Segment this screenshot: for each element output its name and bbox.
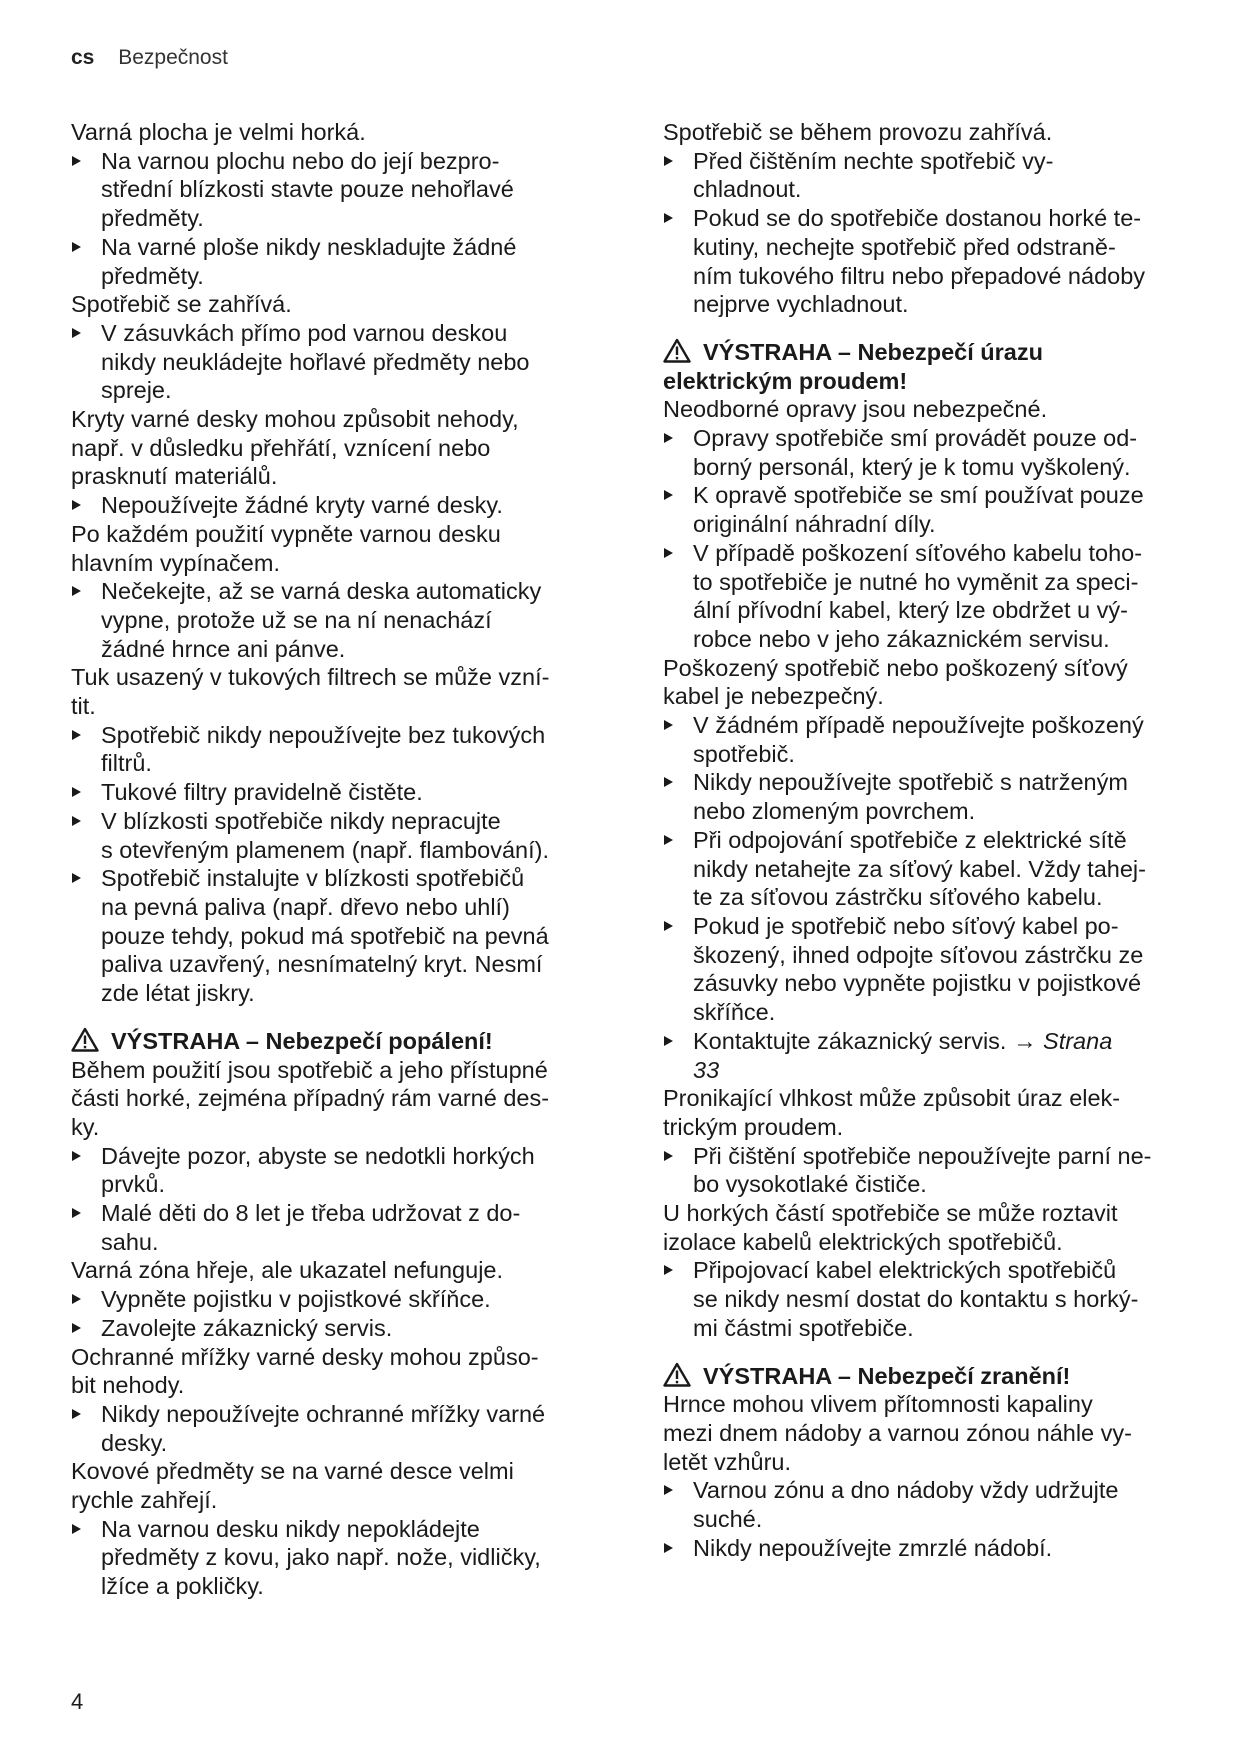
warning-triangle-icon	[663, 338, 691, 363]
bullet-text: Nikdy nepoužívejte spotřebič s natrženým nebo zlomeným povrchem.	[693, 769, 1128, 825]
bullet-item	[71, 1285, 611, 1314]
bullet-text: Spotřebič instalujte v blízkosti spotřebičů na pevná paliva (např. dřevo nebo uhlí) pouze tehdy, pokud má spotřebič na pevná paliva uzavřený, nesnímatelný kryt. Nesmí zde létat jiskry.	[101, 865, 549, 1007]
warning-heading	[71, 1027, 611, 1056]
bullet-triangle-icon	[664, 490, 673, 500]
language-code: cs	[71, 46, 95, 69]
bullet-triangle-icon	[72, 816, 81, 826]
bullet-text: Malé děti do 8 let je třeba udržovat z do- sahu.	[101, 1200, 521, 1255]
paragraph: Spotřebič se zahřívá.	[71, 291, 292, 318]
bullet-triangle-icon	[72, 1294, 81, 1304]
bullet-item	[663, 768, 1203, 825]
bullet-item	[663, 481, 1203, 538]
bullet-text: V zásuvkách přímo pod varnou deskou nikdy neukládejte hořlavé předměty nebo spreje.	[101, 319, 530, 404]
bullet-text: Připojovací kabel elektrických spotřebičů se nikdy nesmí dostat do kontaktu s horký- mi částmi spotřebiče.	[693, 1257, 1139, 1341]
bullet-item	[71, 1515, 611, 1601]
bullet-item	[663, 826, 1203, 912]
bullet-triangle-icon	[72, 242, 81, 252]
bullet-triangle-icon	[664, 835, 673, 845]
bullet-text: Na varné ploše nikdy neskladujte žádné předměty.	[101, 233, 517, 289]
bullet-triangle-icon	[664, 433, 673, 443]
bullet-item	[71, 491, 611, 520]
bullet-item	[71, 319, 611, 405]
bullet-item	[663, 204, 1203, 319]
paragraph: Ochranné mřížky varné desky mohou způso- bit nehody.	[71, 1343, 539, 1399]
bullet-text: Vypněte pojistku v pojistkové skříňce.	[101, 1286, 491, 1313]
warning-triangle-icon	[71, 1027, 99, 1052]
bullet-text: Spotřebič nikdy nepoužívejte bez tukových filtrů.	[101, 721, 546, 777]
bullet-text: Zavolejte zákaznický servis.	[101, 1314, 393, 1341]
bullet-item	[71, 577, 611, 663]
bullet-item	[71, 864, 611, 1008]
bullet-triangle-icon	[72, 1409, 81, 1419]
warning-title: VÝSTRAHA – Nebezpečí popálení!	[111, 1027, 493, 1054]
warning-title: VÝSTRAHA – Nebezpečí zranění!	[703, 1362, 1071, 1389]
warning-heading	[663, 1362, 1203, 1391]
bullet-text: Pokud je spotřebič nebo síťový kabel po- škozený, ihned odpojte síťovou zástrčku ze zásuvky nebo vypněte pojistku v pojistkové skříňce.	[693, 912, 1144, 1026]
right-column	[663, 118, 1203, 1562]
bullet-triangle-icon	[72, 1208, 81, 1218]
warning-triangle-icon	[663, 1362, 691, 1387]
paragraph: Neodborné opravy jsou nebezpečné.	[663, 396, 1048, 423]
bullet-item	[663, 1142, 1203, 1199]
warning-heading	[663, 338, 1203, 395]
bullet-triangle-icon	[664, 1265, 673, 1275]
bullet-item	[663, 912, 1203, 1027]
bullet-triangle-icon	[72, 586, 81, 596]
left-column	[71, 118, 611, 1601]
paragraph: Varná plocha je velmi horká.	[71, 119, 366, 145]
bullet-triangle-icon	[664, 720, 673, 730]
bullet-item	[71, 1400, 611, 1457]
bullet-item	[71, 147, 611, 233]
bullet-triangle-icon	[72, 1151, 81, 1161]
bullet-triangle-icon	[664, 1543, 673, 1553]
paragraph: Spotřebič se během provozu zahřívá.	[663, 119, 1053, 145]
paragraph: Poškozený spotřebič nebo poškozený síťový kabel je nebezpečný.	[663, 654, 1128, 710]
paragraph: Pronikající vlhkost může způsobit úraz elek- trickým proudem.	[663, 1085, 1121, 1140]
bullet-item	[663, 1534, 1203, 1563]
bullet-triangle-icon	[664, 548, 673, 558]
bullet-triangle-icon	[72, 1524, 81, 1534]
bullet-text: Varnou zónu a dno nádoby vždy udržujte suché.	[693, 1477, 1119, 1533]
bullet-item	[663, 424, 1203, 481]
bullet-triangle-icon	[72, 1323, 81, 1333]
bullet-item	[663, 1256, 1203, 1342]
paragraph: Po každém použití vypněte varnou desku hlavním vypínačem.	[71, 520, 501, 576]
section-title: Bezpečnost	[118, 46, 228, 69]
bullet-text: Na varnou plochu nebo do její bezpro- střední blízkosti stavte pouze nehořlavé předměty.	[101, 147, 514, 232]
bullet-triangle-icon	[664, 213, 673, 223]
bullet-text: Tukové filtry pravidelně čistěte.	[101, 779, 423, 806]
bullet-item	[663, 147, 1203, 204]
bullet-triangle-icon	[664, 777, 673, 787]
bullet-text: V žádném případě nepoužívejte poškozený spotřebič.	[693, 712, 1144, 767]
bullet-item	[71, 721, 611, 778]
page-reference-link[interactable]: → Strana 33	[693, 1027, 1113, 1083]
bullet-triangle-icon	[664, 921, 673, 931]
bullet-item	[71, 233, 611, 290]
bullet-text: V případě poškození síťového kabelu toho- to spotřebiče je nutné ho vyměnit za speci- ální přívodní kabel, který lze obdržet u vý- robce nebo v jeho zákaznickém servisu.	[693, 539, 1143, 652]
bullet-text: V blízkosti spotřebiče nikdy nepracujte s otevřeným plamenem (např. flambování).	[101, 807, 549, 863]
bullet-item	[663, 1476, 1203, 1533]
bullet-text: Nikdy nepoužívejte zmrzlé nádobí.	[693, 1534, 1053, 1561]
bullet-item	[663, 539, 1203, 654]
bullet-text: Při čištění spotřebiče nepoužívejte parní ne- bo vysokotlaké čističe.	[693, 1142, 1152, 1198]
bullet-triangle-icon	[72, 787, 81, 797]
bullet-triangle-icon	[72, 156, 81, 166]
bullet-text: Před čištěním nechte spotřebič vy- chladnout.	[693, 147, 1054, 203]
bullet-text: Pokud se do spotřebiče dostanou horké te- kutiny, nechejte spotřebič před odstraně- ním tukového filtru nebo přepadové nádoby nejprve vychladnout.	[693, 205, 1146, 318]
bullet-triangle-icon	[72, 873, 81, 883]
page-number: 4	[71, 1689, 84, 1714]
bullet-text: Nepoužívejte žádné kryty varné desky.	[101, 492, 503, 519]
bullet-triangle-icon	[72, 328, 81, 338]
bullet-text: Opravy spotřebiče smí provádět pouze od- borný personál, který je k tomu vyškolený.	[693, 425, 1138, 480]
bullet-item	[71, 778, 611, 807]
paragraph: Varná zóna hřeje, ale ukazatel nefunguje.	[71, 1257, 504, 1284]
paragraph: Kovové předměty se na varné desce velmi rychle zahřejí.	[71, 1458, 514, 1514]
bullet-text: K opravě spotřebiče se smí používat pouze originální náhradní díly.	[693, 482, 1144, 538]
bullet-triangle-icon	[664, 156, 673, 166]
bullet-item	[71, 807, 611, 864]
paragraph: U horkých částí spotřebiče se může roztavit izolace kabelů elektrických spotřebičů.	[663, 1200, 1118, 1255]
bullet-item	[663, 711, 1203, 768]
bullet-text: Nikdy nepoužívejte ochranné mřížky varné desky.	[101, 1400, 546, 1456]
warning-title: VÝSTRAHA – Nebezpečí úrazu elektrickým proudem!	[663, 338, 1043, 394]
bullet-triangle-icon	[664, 1036, 673, 1046]
bullet-text: Kontaktujte zákaznický servis.	[693, 1027, 1013, 1054]
paragraph: Hrnce mohou vlivem přítomnosti kapaliny mezi dnem nádoby a varnou zónou náhle vy- letět vzhůru.	[663, 1391, 1132, 1475]
page-header	[71, 44, 228, 72]
paragraph: Tuk usazený v tukových filtrech se může vzní- tit.	[71, 664, 550, 720]
bullet-triangle-icon	[72, 500, 81, 510]
bullet-item	[71, 1314, 611, 1343]
paragraph: Kryty varné desky mohou způsobit nehody, např. v důsledku přehřátí, vznícení nebo prasknutí materiálů.	[71, 406, 519, 490]
paragraph: Během použití jsou spotřebič a jeho přístupné části horké, zejména případný rám varné des- ky.	[71, 1056, 550, 1140]
bullet-triangle-icon	[664, 1151, 673, 1161]
bullet-item	[71, 1199, 611, 1256]
bullet-text: Nečekejte, až se varná deska automaticky vypne, protože už se na ní nenachází žádné hrnce ani pánve.	[101, 578, 542, 662]
bullet-triangle-icon	[664, 1485, 673, 1495]
bullet-text: Dávejte pozor, abyste se nedotkli horkých prvků.	[101, 1142, 535, 1198]
bullet-text: Při odpojování spotřebiče z elektrické sítě nikdy netahejte za síťový kabel. Vždy tahej- te za síťovou zástrčku síťového kabelu.	[693, 826, 1146, 911]
bullet-item	[71, 1142, 611, 1199]
bullet-triangle-icon	[72, 730, 81, 740]
bullet-text: Na varnou desku nikdy nepokládejte předměty z kovu, jako např. nože, vidličky, lžíce a pokličky.	[101, 1515, 541, 1600]
bullet-item	[663, 1027, 1203, 1084]
